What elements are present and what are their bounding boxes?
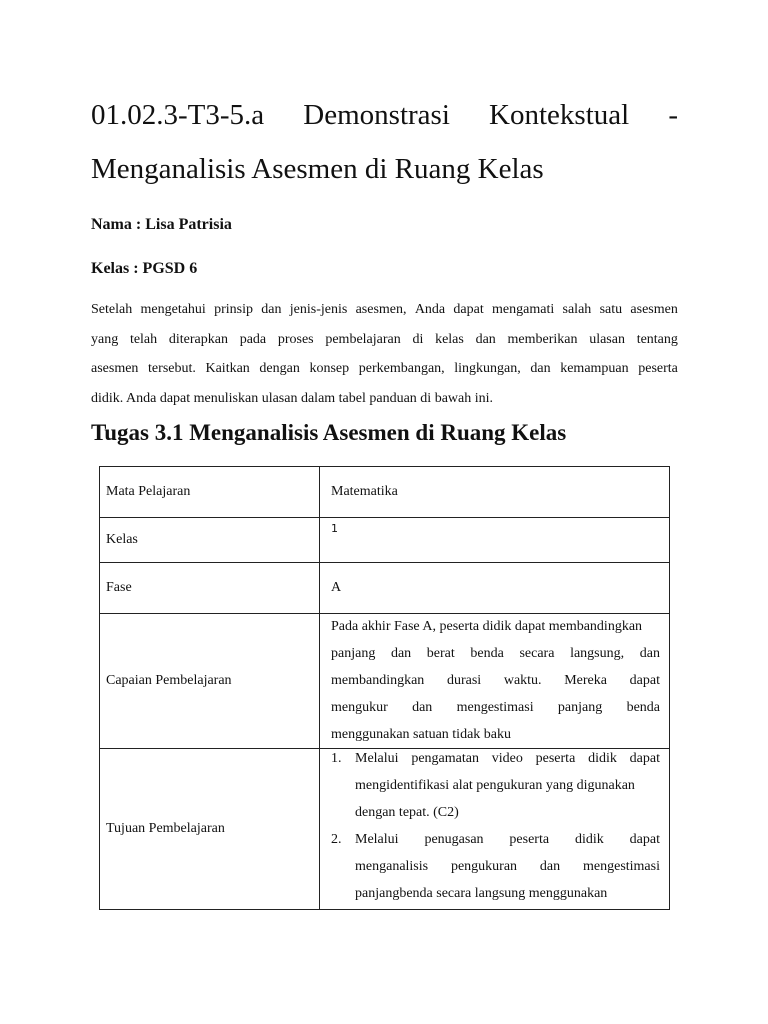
word: diterapkan [168, 331, 228, 347]
class-value: PGSD 6 [142, 260, 198, 277]
word: didik [588, 751, 617, 766]
word: asesmen [91, 361, 139, 376]
intro-line [91, 325, 678, 355]
analysis-table [99, 466, 670, 910]
word: ulasan [589, 331, 625, 347]
table-row [100, 614, 670, 749]
title-word: Kontekstual [489, 99, 630, 131]
mata-pelajaran-value: Matematika [320, 467, 670, 518]
capaian-line [331, 640, 660, 667]
word: panjang [557, 699, 603, 715]
tujuan-value [320, 749, 670, 910]
word: mengestimasi [583, 859, 660, 874]
word: satu [599, 302, 623, 317]
title-word: Demonstrasi [303, 99, 450, 131]
word: jenis-jenis [289, 302, 348, 317]
word: peserta [509, 832, 550, 847]
tujuan-line [355, 853, 660, 880]
word: dan [530, 361, 551, 376]
kelas-label: Kelas [100, 518, 320, 563]
capaian-line: menggunakan satuan tidak baku [331, 726, 512, 742]
word: benda [626, 699, 660, 715]
word: dan [639, 645, 660, 661]
word: Anda [414, 302, 446, 317]
word: menganalisis [355, 859, 429, 874]
tujuan-line: mengidentifikasi alat pengukuran yang digunakan [355, 778, 635, 793]
document-title [91, 88, 678, 196]
word: langsung, [570, 645, 625, 661]
word: pada [239, 331, 267, 347]
word: dan [261, 302, 282, 317]
word: asesmen [630, 302, 678, 317]
intro-paragraph [91, 295, 678, 413]
word: dapat [629, 672, 660, 688]
word: dan [475, 331, 496, 347]
table-row [100, 467, 670, 518]
word: video [491, 751, 523, 766]
word: durasi [446, 672, 482, 688]
word: pengamatan [411, 751, 479, 766]
kelas-value: 1 [331, 522, 338, 535]
word: telah [129, 331, 158, 347]
tujuan-label: Tujuan Pembelajaran [100, 749, 320, 910]
word: konsep [309, 361, 350, 376]
word: prinsip [214, 302, 253, 317]
intro-line [91, 295, 678, 325]
word: Melalui [355, 751, 399, 766]
fase-value: A [320, 563, 670, 614]
student-class [91, 259, 197, 279]
intro-line [91, 354, 678, 384]
fase-label: Fase [100, 563, 320, 614]
word: membandingkan [331, 672, 425, 688]
list-item [331, 826, 660, 907]
word: panjang [331, 645, 376, 661]
tujuan-line: dengan tepat. (C2) [355, 805, 459, 820]
word: dan [412, 699, 433, 715]
capaian-line [331, 667, 660, 694]
word: asesmen, [355, 302, 407, 317]
list-item [331, 745, 660, 826]
word: benda [470, 645, 504, 661]
word: mengetahui [140, 302, 206, 317]
word: Kaitkan [205, 361, 250, 376]
kelas-cell [320, 518, 670, 563]
word: tentang [636, 331, 678, 347]
word: penugasan [424, 832, 484, 847]
word: kelas [435, 331, 464, 347]
word: pengukuran [450, 859, 518, 874]
word: salah [562, 302, 592, 317]
word: waktu. [503, 672, 542, 688]
word: berat [426, 645, 455, 661]
capaian-line: Pada akhir Fase A, peserta didik dapat membandingkan [331, 618, 643, 634]
section-heading: Tugas 3.1 Menganalisis Asesmen di Ruang Kelas [91, 420, 567, 445]
list-number: 1. [331, 751, 342, 766]
table-row [100, 749, 670, 910]
title-word: 01.02.3-T3-5.a [91, 99, 265, 131]
word: memberikan [507, 331, 578, 347]
capaian-line [331, 694, 660, 721]
mata-pelajaran-label: Mata Pelajaran [100, 467, 320, 518]
word: mengukur [331, 699, 388, 715]
class-label: Kelas [91, 260, 130, 277]
name-separator: : [131, 216, 146, 233]
word: Mereka [564, 672, 607, 688]
capaian-label: Capaian Pembelajaran [100, 614, 320, 749]
word: Setelah [91, 302, 133, 317]
word: pembelajaran [325, 331, 401, 347]
student-name [91, 215, 232, 235]
title-line-1 [91, 88, 678, 142]
list-number: 2. [331, 832, 342, 847]
word: dapat [453, 302, 484, 317]
table-row [100, 518, 670, 563]
word: dan [390, 645, 412, 661]
word: mengestimasi [456, 699, 534, 715]
word: yang [91, 331, 119, 347]
tujuan-list [331, 745, 660, 907]
word: proses [277, 331, 314, 347]
word: di [412, 331, 424, 347]
name-label: Nama [91, 216, 132, 233]
capaian-value [320, 614, 670, 749]
word: secara [519, 645, 555, 661]
word: dengan [259, 361, 300, 376]
tujuan-line: panjangbenda secara langsung menggunakan [355, 886, 608, 901]
intro-line: didik. Anda dapat menuliskan ulasan dalam tabel panduan di bawah ini. [91, 390, 494, 406]
tujuan-line [355, 745, 660, 772]
word: didik [574, 832, 604, 847]
word: tersebut. [148, 361, 196, 376]
word: dan [539, 859, 561, 874]
word: peserta [638, 361, 678, 376]
word: dapat [629, 751, 660, 766]
word: perkembangan, [358, 361, 445, 376]
tujuan-line [355, 826, 660, 853]
word: mengamati [492, 302, 555, 317]
word: lingkungan, [454, 361, 521, 376]
name-value: Lisa Patrisia [145, 216, 232, 233]
title-line-2: Menganalisis Asesmen di Ruang Kelas [91, 153, 544, 185]
table-row [100, 563, 670, 614]
word: dapat [629, 832, 660, 847]
class-separator: : [129, 260, 143, 277]
word: Melalui [355, 832, 399, 847]
word: peserta [535, 751, 576, 766]
title-word: - [668, 99, 678, 131]
word: kemampuan [560, 361, 629, 376]
